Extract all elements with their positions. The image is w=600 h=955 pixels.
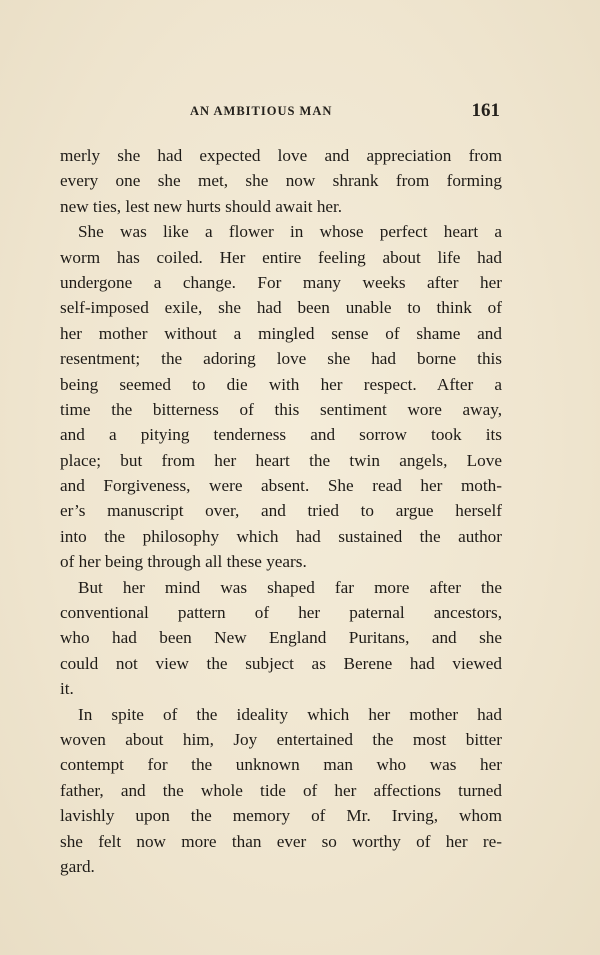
text-line: every one she met, she now shrank from forming bbox=[60, 171, 502, 191]
text-line: it. bbox=[60, 679, 74, 699]
text-line: and a pitying tenderness and sorrow took its bbox=[60, 425, 502, 445]
paragraph-2 bbox=[60, 219, 502, 574]
text-line: conventional pattern of her paternal ancestors, bbox=[60, 603, 502, 623]
paragraph-4 bbox=[60, 702, 502, 880]
text-line: She was like a flower in whose perfect heart a bbox=[78, 222, 502, 242]
text-line: But her mind was shaped far more after the bbox=[78, 577, 502, 597]
body-text bbox=[60, 143, 502, 879]
text-line: she felt now more than ever so worthy of her re- bbox=[60, 831, 502, 851]
text-line: worm has coiled. Her entire feeling about life had bbox=[60, 247, 502, 267]
text-line: self-imposed exile, she had been unable to think of bbox=[60, 298, 502, 318]
text-line: being seemed to die with her respect. After a bbox=[60, 374, 502, 394]
text-line: time the bitterness of this sentiment wore away, bbox=[60, 399, 502, 419]
text-line: of her being through all these years. bbox=[60, 552, 307, 572]
text-line: resentment; the adoring love she had borne this bbox=[60, 349, 502, 369]
text-line: new ties, lest new hurts should await her. bbox=[60, 196, 343, 216]
text-line: could not view the subject as Berene had viewed bbox=[60, 653, 502, 673]
text-line: father, and the whole tide of her affections turned bbox=[60, 780, 502, 800]
text-line: gard. bbox=[60, 856, 95, 876]
text-line: place; but from her heart the twin angels, Love bbox=[60, 450, 502, 470]
text-line: who had been New England Puritans, and she bbox=[60, 628, 502, 648]
running-title: AN AMBITIOUS MAN bbox=[190, 104, 333, 118]
text-line: contempt for the unknown man who was her bbox=[60, 755, 502, 775]
text-line: er’s manuscript over, and tried to argue herself bbox=[60, 501, 502, 521]
page-number: 161 bbox=[471, 100, 500, 121]
text-line: undergone a change. For many weeks after her bbox=[60, 272, 502, 292]
paragraph-3 bbox=[60, 575, 502, 702]
text-line: and Forgiveness, were absent. She read her moth- bbox=[60, 476, 502, 496]
paragraph-1 bbox=[60, 143, 502, 219]
text-line: merly she had expected love and appreciation from bbox=[60, 146, 502, 165]
text-line: woven about him, Joy entertained the most bitter bbox=[60, 729, 502, 749]
text-line: lavishly upon the memory of Mr. Irving, whom bbox=[60, 806, 502, 826]
running-head bbox=[60, 100, 502, 124]
text-line: her mother without a mingled sense of shame and bbox=[60, 323, 502, 343]
text-line: In spite of the ideality which her mother had bbox=[78, 704, 502, 724]
text-line: into the philosophy which had sustained the author bbox=[60, 526, 502, 546]
